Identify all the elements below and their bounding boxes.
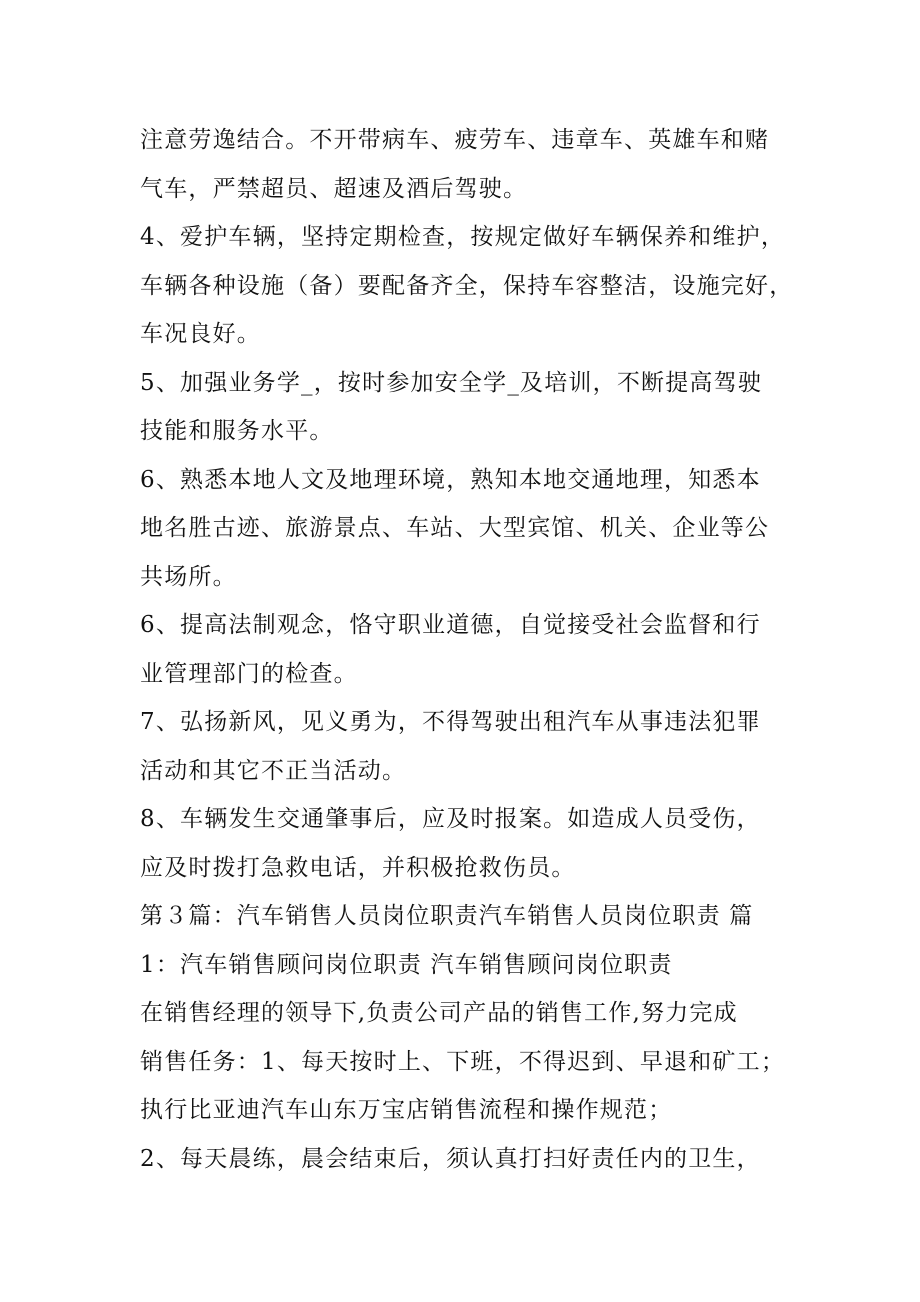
section-heading-line: 1：汽车销售顾问岗位职责 汽车销售顾问岗位职责 [140,951,673,978]
text-line: 技能和服务水平。 [140,418,334,444]
text-line: 在销售经理的领导下,负责公司产品的销售工作,努力完成 [140,1000,738,1026]
text-line: 6、提高法制观念，恪守职业道德，自觉接受社会监督和行 [140,612,761,638]
text-line: 地名胜古迹、旅游景点、车站、大型宾馆、机关、企业等公 [140,515,770,541]
text-line: 车况良好。 [140,321,261,347]
section-heading-line: 第３篇：汽车销售人员岗位职责汽车销售人员岗位职责 篇 [140,903,754,929]
document-body [140,116,800,1183]
text-line: 活动和其它不正当活动。 [140,757,407,784]
text-line: 注意劳逸结合。不开带病车、疲劳车、违章车、英雄车和赌 [140,127,770,153]
text-line: 业管理部门的检查。 [140,660,358,687]
text-line: 执行比亚迪汽车山东万宝店销售流程和操作规范； [140,1097,673,1123]
text-line: 8、车辆发生交通肇事后，应及时报案。如造成人员受伤， [140,806,761,832]
text-line: 4、爱护车辆，坚持定期检查，按规定做好车辆保养和维护， [140,224,786,250]
text-line: 6、熟悉本地人文及地理环境，熟知本地交通地理，知悉本 [140,466,761,493]
text-line: 5、加强业务学_，按时参加安全学_及培训，不断提高驾驶 [140,369,763,396]
text-line: 7、弘扬新风，见义勇为，不得驾驶出租汽车从事违法犯罪 [140,709,761,735]
text-line: 共场所。 [140,563,237,590]
text-line: 应及时拨打急救电话，并积极抢救伤员。 [140,854,576,881]
text-line: 车辆各种设施（备）要配备齐全，保持车容整洁，设施完好， [140,272,794,299]
text-line: 2、每天晨练，晨会结束后，须认真打扫好责任内的卫生， [140,1145,761,1172]
text-line: 销售任务：1、每天按时上、下班，不得迟到、早退和矿工； [140,1048,786,1075]
text-line: 气车，严禁超员、超速及酒后驾驶。 [140,175,528,202]
